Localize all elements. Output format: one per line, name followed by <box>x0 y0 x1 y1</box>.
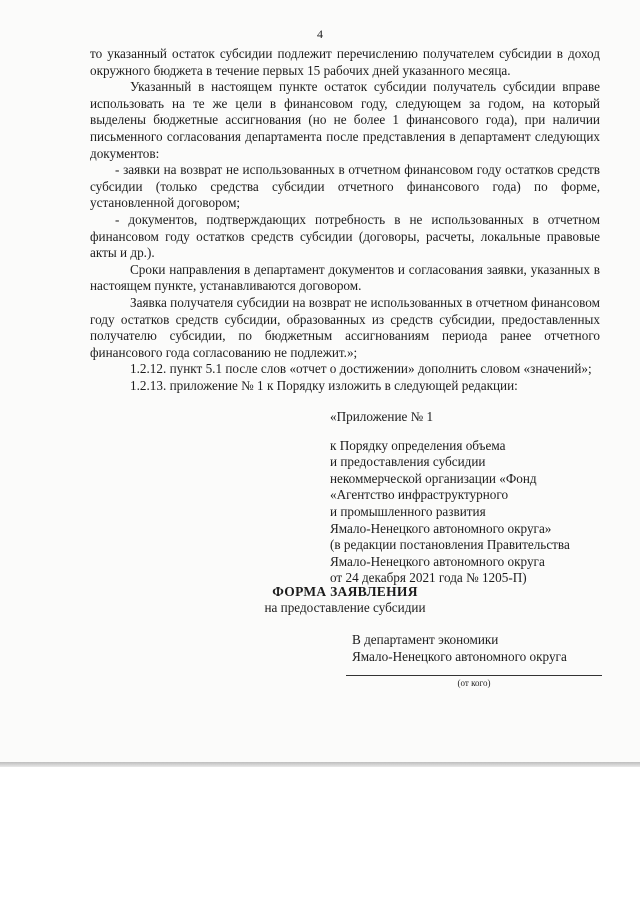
form-subtitle: на предоставление субсидии <box>264 600 426 615</box>
list-item: - заявки на возврат не использованных в отчетном финансовом году остатков средств субсидии (только средства субсидии отчетного финансового года) по форме, установленной договором; <box>90 162 600 211</box>
recipient-line: В департамент экономики <box>352 632 499 647</box>
appendix-line: (в редакции постановления Правительства <box>330 537 570 553</box>
form-title: ФОРМА ЗАЯВЛЕНИЯ <box>272 584 418 599</box>
appendix-header <box>330 409 610 587</box>
appendix-line: и промышленного развития <box>330 503 486 519</box>
appendix-heading: «Приложение № 1 <box>330 409 434 424</box>
paragraph: Заявка получателя субсидии на возврат не использованных в отчетном финансовом году остатков средств субсидии, образованных из средств субсидии, предоставленных получателю субсидии, по бюджетным ассигнованиям периода ранее отчетного финансового года согласованию не подлежит.»; <box>90 294 600 360</box>
appendix-line: «Агентство инфраструктурного <box>330 487 509 503</box>
paragraph: Указанный в настоящем пункте остаток субсидии получатель субсидии вправе использовать на те же цели в финансовом году, следующем за годом, на который выделены бюджетные ассигнования (но не более 1 финансового года), при наличии письменного согласования департамента после представления в департамент следующих документов: <box>90 79 600 161</box>
body-text <box>90 46 600 394</box>
appendix-line: некоммерческой организации «Фонд <box>330 470 537 486</box>
paragraph: Сроки направления в департамент документов и согласования заявки, указанных в настоящем пункте, устанавливаются договором. <box>90 261 600 294</box>
page-number: 4 <box>317 27 323 41</box>
appendix-line: Ямало-Ненецкого автономного округа <box>330 553 545 569</box>
appendix-line: Ямало-Ненецкого автономного округа» <box>330 520 552 536</box>
appendix-line: и предоставления субсидии <box>330 454 486 470</box>
recipient-line: Ямало-Ненецкого автономного округа <box>352 648 567 664</box>
list-item: - документов, подтверждающих потребность в не использованных в отчетном финансовом году остатков средств субсидии (договоры, расчеты, локальные правовые акты и др.). <box>90 211 600 261</box>
paragraph: 1.2.13. приложение № 1 к Порядку изложить в следующей редакции: <box>130 377 518 393</box>
from-underline <box>346 675 602 676</box>
appendix-line: к Порядку определения объема <box>330 437 506 453</box>
appendix-line: от 24 декабря 2021 года № 1205-П) <box>330 570 527 586</box>
paragraph: 1.2.12. пункт 5.1 после слов «отчет о достижении» дополнить словом «значений»; <box>130 361 592 377</box>
recipient-block <box>352 632 612 665</box>
paragraph: то указанный остаток субсидии подлежит перечислению получателем субсидии в доход окружного бюджета в течение первых 15 рабочих дней указанного месяца. <box>90 46 600 78</box>
page-edge-shadow <box>0 762 640 767</box>
spacer <box>330 426 610 438</box>
from-caption: (от кого) <box>457 678 491 688</box>
